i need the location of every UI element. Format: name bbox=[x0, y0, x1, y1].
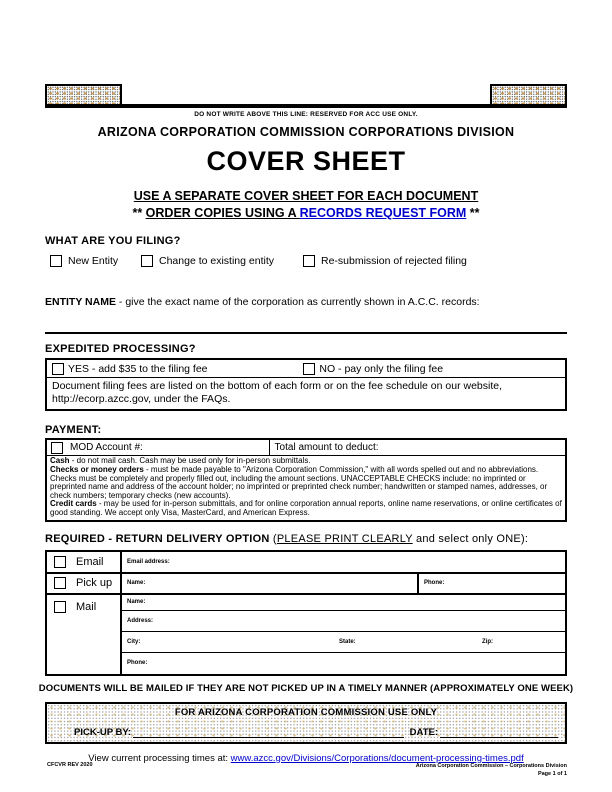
delivery-heading-bold: REQUIRED - RETURN DELIVERY OPTION bbox=[45, 532, 270, 545]
new-entity-label: New Entity bbox=[68, 255, 119, 267]
mail-option-cell bbox=[47, 595, 122, 674]
mail-checkbox[interactable] bbox=[54, 601, 66, 613]
email-option-label: Email bbox=[76, 555, 104, 568]
pickup-by-label: PICK-UP BY: bbox=[74, 726, 132, 738]
email-option-cell bbox=[47, 552, 122, 572]
cash-text: - do not mail cash. Cash may be used only for in-person submittals. bbox=[69, 456, 311, 466]
total-deduct-cell[interactable] bbox=[270, 442, 565, 453]
payment-header-row bbox=[47, 440, 565, 456]
footer-org-line: Arizona Corporation Commission – Corporations Division bbox=[415, 763, 567, 769]
payment-rules bbox=[47, 456, 565, 519]
acc-use-only-title: FOR ARIZONA CORPORATION COMMISSION USE ONLY bbox=[174, 706, 438, 718]
filing-option-resubmission bbox=[303, 255, 467, 267]
total-deduct-label: Total amount to deduct: bbox=[274, 442, 379, 454]
mail-address-field[interactable] bbox=[122, 611, 565, 632]
resubmission-label: Re-submission of rejected filing bbox=[321, 255, 467, 267]
pickup-phone-label: Phone: bbox=[424, 580, 445, 587]
form-code: CFCVR REV 2020 bbox=[47, 762, 93, 768]
delivery-heading bbox=[45, 533, 567, 545]
filing-option-new-entity bbox=[50, 255, 118, 267]
payment-table bbox=[45, 438, 567, 521]
payment-rule-checks bbox=[50, 466, 562, 501]
instruction-suffix: ** bbox=[466, 206, 480, 220]
expedited-yes-label: YES - add $35 to the filing fee bbox=[68, 362, 208, 375]
expedited-no-checkbox[interactable] bbox=[303, 363, 315, 375]
resubmission-checkbox[interactable] bbox=[303, 255, 315, 267]
processing-times-prefix: View current processing times at: bbox=[88, 752, 231, 764]
records-request-form-link[interactable]: RECORDS REQUEST FORM bbox=[299, 206, 467, 220]
do-not-write-notice: DO NOT WRITE ABOVE THIS LINE: RESERVED FOR ACC USE ONLY. bbox=[194, 111, 418, 118]
mail-city-state-zip-field[interactable] bbox=[122, 632, 565, 653]
acc-use-only-box bbox=[45, 702, 567, 744]
instruction-underlined: ORDER COPIES USING A bbox=[145, 206, 300, 220]
mail-phone-label: Phone: bbox=[127, 660, 148, 667]
date-label: DATE: bbox=[409, 726, 438, 738]
entity-name-instruction bbox=[45, 296, 567, 308]
footer-page-number: Page 1 of 1 bbox=[537, 771, 567, 778]
mail-option-label: Mail bbox=[76, 600, 97, 613]
delivery-heading-rest: and select only ONE): bbox=[412, 532, 529, 545]
delivery-table bbox=[45, 550, 567, 676]
mail-address-label: Address: bbox=[127, 617, 154, 624]
mod-account-label: MOD Account #: bbox=[70, 442, 143, 454]
mail-state-label: State: bbox=[339, 638, 356, 645]
filing-options bbox=[45, 255, 567, 270]
entity-name-label: ENTITY NAME bbox=[45, 296, 116, 308]
payment-heading: PAYMENT: bbox=[45, 424, 102, 437]
mail-phone-field[interactable] bbox=[122, 653, 565, 674]
mailed-note: DOCUMENTS WILL BE MAILED IF THEY ARE NOT PICKED UP IN A TIMELY MANNER (APPROXIMATELY ONE WEEK) bbox=[38, 682, 574, 694]
checks-text: - must be made payable to "Arizona Corporation Commission," with all words spelled out and no abbreviations. Checks must be completely and properly filled out, including the amount sections. UNACCEPTABLE CHECKS include: no imprinted or preprinted name and address of the account holder; no imprinted or preprinted check number; handwritten or stamped names, addresses, or check numbers; temporary checks (new accounts). bbox=[50, 464, 548, 500]
credit-text: - may be used for in-person submittals, and for online corporation annual reports, online name reservations, or online certificates of good standing. We accept only Visa, MasterCard, and American Express. bbox=[50, 499, 562, 517]
header-rule bbox=[45, 104, 567, 108]
pickup-option-cell bbox=[47, 574, 122, 593]
pickup-option-label: Pick up bbox=[76, 577, 113, 590]
delivery-row-pickup bbox=[47, 574, 565, 595]
checks-lead: Checks or money orders bbox=[50, 464, 144, 474]
mail-name-field[interactable] bbox=[122, 595, 565, 611]
mail-name-label: Name: bbox=[127, 599, 146, 606]
filing-option-change-entity bbox=[141, 255, 274, 267]
delivery-row-mail bbox=[47, 595, 565, 674]
cash-lead: Cash bbox=[50, 456, 70, 466]
change-entity-label: Change to existing entity bbox=[159, 255, 274, 267]
new-entity-checkbox[interactable] bbox=[50, 255, 62, 267]
delivery-row-email bbox=[47, 552, 565, 574]
date-input-line[interactable] bbox=[440, 727, 558, 738]
pickup-name-field[interactable] bbox=[122, 574, 419, 593]
expedited-note: Document filing fees are listed on the bottom of each form or on the fee schedule on our website, http://ecorp.azcc.gov, under the FAQs. bbox=[52, 380, 503, 406]
delivery-heading-underlined: PLEASE PRINT CLEARLY bbox=[276, 532, 413, 545]
pickup-by-input-line[interactable] bbox=[133, 727, 403, 738]
instruction-line-1: USE A SEPARATE COVER SHEET FOR EACH DOCUMENT bbox=[133, 189, 479, 203]
mail-zip-label: Zip: bbox=[482, 638, 493, 645]
delivery-heading-paren: ( bbox=[269, 532, 277, 545]
mod-account-cell[interactable] bbox=[47, 440, 270, 455]
mail-fields bbox=[122, 595, 565, 674]
email-checkbox[interactable] bbox=[54, 556, 66, 568]
expedited-no-option bbox=[303, 363, 565, 375]
processing-times-link[interactable]: www.azcc.gov/Divisions/Corporations/document-processing-times.pdf bbox=[230, 752, 524, 764]
mail-city-label: City: bbox=[127, 638, 141, 645]
expedited-yes-option bbox=[52, 363, 303, 375]
expedited-table bbox=[45, 358, 567, 411]
expedited-choice-row bbox=[47, 360, 565, 378]
payment-rule-credit-cards bbox=[50, 500, 562, 517]
instruction-line-2 bbox=[0, 206, 612, 220]
expedited-yes-checkbox[interactable] bbox=[52, 363, 64, 375]
pickup-phone-field[interactable] bbox=[419, 574, 565, 593]
expedited-heading: EXPEDITED PROCESSING? bbox=[45, 343, 196, 355]
page-title: COVER SHEET bbox=[206, 146, 406, 176]
pickup-checkbox[interactable] bbox=[54, 577, 66, 589]
pickup-name-label: Name: bbox=[127, 580, 146, 587]
acc-use-bottom-row bbox=[74, 727, 558, 738]
email-address-label: Email address: bbox=[127, 558, 170, 565]
entity-name-input-line[interactable] bbox=[45, 308, 567, 334]
page-content bbox=[0, 111, 612, 764]
instruction-prefix: ** bbox=[132, 206, 146, 220]
email-address-field[interactable] bbox=[122, 552, 565, 572]
footer-right bbox=[416, 762, 567, 779]
change-entity-checkbox[interactable] bbox=[141, 255, 153, 267]
filing-heading: WHAT ARE YOU FILING? bbox=[45, 235, 181, 247]
division-title: ARIZONA CORPORATION COMMISSION CORPORATIONS DIVISION bbox=[97, 125, 515, 139]
credit-lead: Credit cards bbox=[50, 499, 97, 509]
page-footer bbox=[47, 762, 567, 779]
mod-account-checkbox[interactable] bbox=[51, 442, 63, 454]
entity-name-hint: - give the exact name of the corporation as currently shown in A.C.C. records: bbox=[115, 296, 480, 308]
expedited-no-label: NO - pay only the filing fee bbox=[319, 362, 444, 375]
